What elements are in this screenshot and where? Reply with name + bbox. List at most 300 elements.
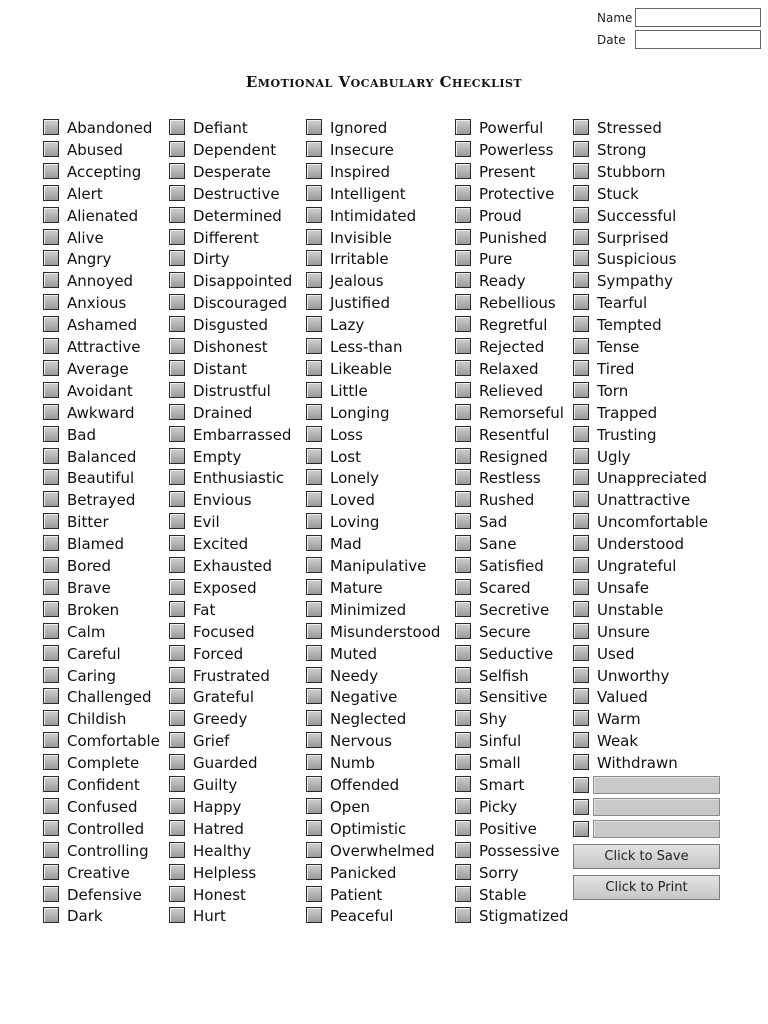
checklist-label: Sad — [479, 513, 508, 532]
checklist-label: Tempted — [597, 316, 662, 335]
checkbox[interactable] — [169, 842, 185, 858]
checkbox[interactable] — [455, 338, 471, 354]
checklist-label: Lost — [330, 447, 361, 466]
checkbox[interactable] — [169, 754, 185, 770]
checkbox[interactable] — [573, 207, 589, 223]
checklist-label: Evil — [193, 513, 220, 532]
checklist-label: Rejected — [479, 338, 545, 356]
checklist-label: Restless — [479, 469, 541, 488]
checkbox[interactable] — [306, 185, 322, 201]
checkbox[interactable] — [43, 119, 59, 135]
checklist-label: Peaceful — [330, 907, 394, 926]
checkbox[interactable] — [43, 732, 59, 748]
checkbox[interactable] — [306, 907, 322, 923]
checklist-label: Selfish — [479, 666, 529, 685]
checklist-label: Powerful — [479, 119, 544, 137]
checklist-label: Misunderstood — [330, 622, 441, 641]
checklist-label: Beautiful — [67, 469, 135, 488]
checkbox[interactable] — [455, 185, 471, 201]
checkbox[interactable] — [573, 513, 589, 529]
checklist-label: Brave — [67, 578, 111, 597]
checklist-label: Resigned — [479, 447, 548, 466]
checklist-label: Trapped — [597, 403, 658, 422]
checkbox[interactable] — [43, 360, 59, 376]
checklist-label: Childish — [67, 710, 127, 729]
checkbox[interactable] — [169, 382, 185, 398]
checkbox[interactable] — [306, 798, 322, 814]
checkbox[interactable] — [455, 820, 471, 836]
checkbox[interactable] — [169, 623, 185, 639]
checkbox[interactable] — [169, 491, 185, 507]
checkbox[interactable] — [455, 382, 471, 398]
checklist-label: Dark — [67, 907, 103, 926]
checkbox[interactable] — [455, 579, 471, 595]
checkbox[interactable] — [573, 360, 589, 376]
checklist-label: Avoidant — [67, 381, 133, 400]
checklist-label: Scared — [479, 578, 531, 597]
checkbox[interactable] — [573, 688, 589, 704]
checkbox[interactable] — [43, 907, 59, 923]
checkbox[interactable] — [43, 426, 59, 442]
checkbox[interactable] — [169, 864, 185, 880]
checklist-label: Justified — [330, 294, 390, 313]
checklist-label: Needy — [330, 666, 379, 685]
checklist-label: Irritable — [330, 250, 389, 269]
checkbox[interactable] — [169, 886, 185, 902]
checklist-label: Blamed — [67, 535, 125, 554]
checkbox[interactable] — [455, 272, 471, 288]
checkbox[interactable] — [169, 229, 185, 245]
checkbox[interactable] — [455, 688, 471, 704]
checkbox[interactable] — [455, 163, 471, 179]
checkbox[interactable] — [169, 163, 185, 179]
checkbox[interactable] — [169, 404, 185, 420]
checkbox[interactable] — [455, 710, 471, 726]
checklist-label: Optimistic — [330, 819, 407, 838]
checkbox[interactable] — [455, 535, 471, 551]
checkbox[interactable] — [306, 645, 322, 661]
print-button[interactable]: Click to Print — [573, 875, 720, 900]
checklist-label: Ready — [479, 272, 526, 291]
checklist-label: Excited — [193, 535, 249, 554]
checklist-label: Alienated — [67, 206, 139, 225]
checkbox[interactable] — [573, 382, 589, 398]
checkbox[interactable] — [43, 491, 59, 507]
checkbox[interactable] — [306, 886, 322, 902]
checkbox[interactable] — [573, 799, 589, 815]
checkbox[interactable] — [306, 513, 322, 529]
checkbox[interactable] — [43, 382, 59, 398]
checkbox[interactable] — [573, 469, 589, 485]
checklist-label: Disgusted — [193, 316, 269, 335]
checkbox[interactable] — [573, 250, 589, 266]
checkbox[interactable] — [43, 798, 59, 814]
checklist-label: Sane — [479, 535, 517, 554]
checkbox[interactable] — [455, 229, 471, 245]
checkbox[interactable] — [306, 842, 322, 858]
checklist-label: Challenged — [67, 688, 152, 707]
checklist-label: Focused — [193, 622, 255, 641]
checkbox[interactable] — [43, 820, 59, 836]
checkbox[interactable] — [455, 601, 471, 617]
checkbox[interactable] — [306, 316, 322, 332]
checkbox[interactable] — [455, 404, 471, 420]
checklist-label: Average — [67, 359, 129, 378]
checklist-label: Different — [193, 228, 259, 247]
checkbox[interactable] — [169, 513, 185, 529]
custom-emotion-field[interactable] — [593, 820, 720, 838]
checkbox[interactable] — [43, 645, 59, 661]
checkbox[interactable] — [169, 579, 185, 595]
save-button[interactable]: Click to Save — [573, 844, 720, 869]
checklist-label: Balanced — [67, 447, 137, 466]
checkbox[interactable] — [573, 404, 589, 420]
checklist-label: Creative — [67, 863, 130, 882]
page-title: Emotional Vocabulary Checklist — [245, 73, 523, 91]
checkbox[interactable] — [455, 294, 471, 310]
checklist-label: Mature — [330, 578, 383, 597]
checkbox[interactable] — [573, 294, 589, 310]
checkbox[interactable] — [43, 207, 59, 223]
checklist-label: Little — [330, 381, 368, 400]
checkbox[interactable] — [573, 426, 589, 442]
checkbox[interactable] — [306, 820, 322, 836]
checkbox[interactable] — [43, 185, 59, 201]
custom-emotion-field[interactable] — [593, 798, 720, 816]
checklist-label: Hurt — [193, 907, 226, 926]
checkbox[interactable] — [169, 820, 185, 836]
checkbox[interactable] — [169, 294, 185, 310]
checklist-label: Weak — [597, 732, 639, 751]
checkbox[interactable] — [43, 864, 59, 880]
checkbox[interactable] — [306, 163, 322, 179]
checkbox[interactable] — [455, 754, 471, 770]
checklist-label: Successful — [597, 206, 677, 225]
checklist-label: Empty — [193, 447, 242, 466]
checklist-label: Withdrawn — [597, 754, 678, 773]
checklist-label: Rushed — [479, 491, 535, 510]
checkbox[interactable] — [169, 667, 185, 683]
checkbox[interactable] — [43, 667, 59, 683]
checkbox[interactable] — [455, 557, 471, 573]
checklist-label: Ashamed — [67, 316, 138, 335]
checklist-label: Picky — [479, 797, 518, 816]
checklist-label: Loving — [330, 513, 380, 532]
checklist-label: Abused — [67, 140, 123, 159]
checklist-label: Dirty — [193, 250, 230, 269]
checklist-label: Accepting — [67, 162, 142, 181]
checkbox[interactable] — [573, 710, 589, 726]
checkbox[interactable] — [306, 667, 322, 683]
checkbox[interactable] — [455, 491, 471, 507]
checkbox[interactable] — [43, 754, 59, 770]
checkbox[interactable] — [169, 535, 185, 551]
checkbox[interactable] — [573, 667, 589, 683]
checkbox[interactable] — [573, 777, 589, 793]
checklist-label: Ugly — [597, 447, 631, 466]
checkbox[interactable] — [306, 557, 322, 573]
checklist-label: Shy — [479, 710, 507, 729]
checklist-label: Secretive — [479, 600, 550, 619]
checklist-label: Uncomfortable — [597, 513, 709, 532]
checklist-label: Guilty — [193, 776, 238, 794]
checkbox[interactable] — [169, 316, 185, 332]
checkbox[interactable] — [169, 207, 185, 223]
checkbox[interactable] — [43, 535, 59, 551]
checkbox[interactable] — [169, 688, 185, 704]
checklist-label: Happy — [193, 797, 242, 816]
checkbox[interactable] — [169, 732, 185, 748]
checkbox[interactable] — [306, 294, 322, 310]
checkbox[interactable] — [573, 623, 589, 639]
checkbox[interactable] — [306, 141, 322, 157]
checklist-label: Relieved — [479, 381, 544, 400]
checkbox[interactable] — [306, 535, 322, 551]
checkbox[interactable] — [455, 119, 471, 135]
checkbox[interactable] — [573, 579, 589, 595]
checklist-label: Valued — [597, 688, 648, 707]
checkbox[interactable] — [169, 185, 185, 201]
checkbox[interactable] — [455, 907, 471, 923]
name-label: Name — [597, 11, 633, 25]
checklist-label: Overwhelmed — [330, 841, 435, 860]
checkbox[interactable] — [169, 557, 185, 573]
checklist-label: Lazy — [330, 316, 365, 335]
checkbox[interactable] — [455, 250, 471, 266]
checklist-label: Understood — [597, 535, 684, 554]
checklist-label: Loss — [330, 425, 363, 444]
checkbox[interactable] — [306, 754, 322, 770]
checklist-label: Enthusiastic — [193, 469, 285, 488]
checkbox[interactable] — [455, 864, 471, 880]
checkbox[interactable] — [43, 448, 59, 464]
custom-emotion-field[interactable] — [593, 776, 720, 794]
checklist-label: Complete — [67, 754, 140, 773]
checkbox[interactable] — [573, 601, 589, 617]
checkbox[interactable] — [306, 250, 322, 266]
checkbox[interactable] — [306, 491, 322, 507]
checkbox[interactable] — [43, 842, 59, 858]
checkbox[interactable] — [306, 448, 322, 464]
checkbox[interactable] — [573, 557, 589, 573]
checkbox[interactable] — [169, 426, 185, 442]
checkbox[interactable] — [43, 710, 59, 726]
checklist-label: Angry — [67, 250, 112, 269]
checkbox[interactable] — [573, 119, 589, 135]
checkbox[interactable] — [43, 886, 59, 902]
checkbox[interactable] — [455, 141, 471, 157]
checkbox[interactable] — [169, 250, 185, 266]
checkbox[interactable] — [306, 119, 322, 135]
checkbox[interactable] — [455, 645, 471, 661]
checklist-label: Sorry — [479, 863, 519, 882]
checkbox[interactable] — [573, 645, 589, 661]
checklist-label: Stuck — [597, 184, 639, 203]
checkbox[interactable] — [306, 207, 322, 223]
checkbox[interactable] — [43, 294, 59, 310]
checkbox[interactable] — [169, 141, 185, 157]
checkbox[interactable] — [306, 864, 322, 880]
checklist-label: Panicked — [330, 863, 397, 882]
checkbox[interactable] — [306, 732, 322, 748]
checkbox[interactable] — [573, 821, 589, 837]
checklist-label: Annoyed — [67, 272, 134, 291]
checkbox[interactable] — [43, 776, 59, 792]
checklist-label: Distrustful — [193, 381, 271, 400]
checkbox[interactable] — [573, 535, 589, 551]
checkbox[interactable] — [43, 513, 59, 529]
checkbox[interactable] — [169, 448, 185, 464]
checkbox[interactable] — [169, 798, 185, 814]
checkbox[interactable] — [169, 272, 185, 288]
checklist-label: Pure — [479, 250, 513, 269]
checklist-label: Guarded — [193, 754, 258, 773]
checkbox[interactable] — [306, 469, 322, 485]
checkbox[interactable] — [43, 557, 59, 573]
checkbox[interactable] — [43, 579, 59, 595]
checkbox[interactable] — [43, 338, 59, 354]
checklist-label: Dishonest — [193, 338, 268, 356]
checklist-label: Defiant — [193, 119, 248, 137]
checkbox[interactable] — [455, 426, 471, 442]
checklist-label: Regretful — [479, 316, 548, 335]
checkbox[interactable] — [306, 776, 322, 792]
checkbox[interactable] — [169, 645, 185, 661]
checklist-label: Controlling — [67, 841, 149, 860]
checkbox[interactable] — [573, 229, 589, 245]
checkbox[interactable] — [306, 404, 322, 420]
checkbox[interactable] — [43, 469, 59, 485]
checkbox[interactable] — [169, 601, 185, 617]
date-label: Date — [597, 33, 626, 47]
checkbox[interactable] — [306, 688, 322, 704]
checklist-label: Bad — [67, 425, 97, 444]
checkbox[interactable] — [455, 776, 471, 792]
checkbox[interactable] — [573, 732, 589, 748]
checkbox[interactable] — [306, 601, 322, 617]
checkbox[interactable] — [455, 360, 471, 376]
checkbox[interactable] — [43, 404, 59, 420]
checklist-label: Possessive — [479, 841, 560, 860]
checkbox[interactable] — [306, 382, 322, 398]
checklist-label: Helpless — [193, 863, 257, 882]
checkbox[interactable] — [306, 579, 322, 595]
checklist-label: Comfortable — [67, 732, 160, 751]
checkbox[interactable] — [455, 623, 471, 639]
checkbox[interactable] — [573, 163, 589, 179]
checklist-label: Satisfied — [479, 557, 544, 575]
checklist-label: Dependent — [193, 140, 277, 159]
checklist-label: Drained — [193, 403, 253, 422]
checklist-label: Remorseful — [479, 403, 564, 422]
checkbox[interactable] — [306, 229, 322, 245]
checkbox[interactable] — [455, 207, 471, 223]
checkbox[interactable] — [306, 623, 322, 639]
checkbox[interactable] — [573, 141, 589, 157]
checklist-label: Stubborn — [597, 162, 666, 181]
checkbox[interactable] — [573, 185, 589, 201]
checkbox[interactable] — [573, 448, 589, 464]
checkbox[interactable] — [43, 688, 59, 704]
checkbox[interactable] — [43, 601, 59, 617]
checkbox[interactable] — [169, 469, 185, 485]
checkbox[interactable] — [306, 710, 322, 726]
checkbox[interactable] — [306, 338, 322, 354]
checkbox[interactable] — [573, 491, 589, 507]
checkbox[interactable] — [573, 338, 589, 354]
checklist-label: Hatred — [193, 819, 244, 838]
checklist-label: Sensitive — [479, 688, 548, 707]
checklist-label: Exhausted — [193, 557, 273, 575]
checklist-label: Intelligent — [330, 184, 406, 203]
checkbox[interactable] — [455, 667, 471, 683]
checkbox[interactable] — [455, 732, 471, 748]
checkbox[interactable] — [306, 272, 322, 288]
checkbox[interactable] — [169, 119, 185, 135]
checkbox[interactable] — [573, 272, 589, 288]
checklist-label: Grief — [193, 732, 230, 751]
checkbox[interactable] — [455, 469, 471, 485]
checklist-label: Awkward — [67, 403, 135, 422]
checkbox[interactable] — [43, 141, 59, 157]
checklist-label: Proud — [479, 206, 522, 225]
checklist-label: Lonely — [330, 469, 380, 488]
checklist-label: Longing — [330, 403, 390, 422]
checkbox[interactable] — [306, 426, 322, 442]
checklist-label: Stressed — [597, 119, 662, 137]
checklist-label: Betrayed — [67, 491, 136, 510]
checkbox[interactable] — [43, 163, 59, 179]
checklist-label: Small — [479, 754, 521, 773]
checklist-label: Used — [597, 644, 635, 663]
checklist-label: Nervous — [330, 732, 392, 751]
checkbox[interactable] — [455, 842, 471, 858]
checklist-label: Loved — [330, 491, 375, 510]
checkbox[interactable] — [43, 250, 59, 266]
checkbox[interactable] — [43, 229, 59, 245]
checklist-label: Suspicious — [597, 250, 677, 269]
checkbox[interactable] — [169, 907, 185, 923]
checkbox[interactable] — [455, 316, 471, 332]
checkbox[interactable] — [455, 513, 471, 529]
checkbox[interactable] — [455, 886, 471, 902]
checkbox[interactable] — [43, 316, 59, 332]
checklist-label: Strong — [597, 140, 647, 159]
checkbox[interactable] — [573, 754, 589, 770]
checkbox[interactable] — [43, 272, 59, 288]
checkbox[interactable] — [455, 798, 471, 814]
checkbox[interactable] — [169, 360, 185, 376]
checklist-label: Calm — [67, 622, 106, 641]
checklist-label: Smart — [479, 776, 525, 794]
checklist-label: Bored — [67, 557, 112, 575]
checkbox[interactable] — [169, 710, 185, 726]
checklist-label: Ignored — [330, 119, 388, 137]
checklist-label: Warm — [597, 710, 641, 729]
checkbox[interactable] — [455, 448, 471, 464]
checklist-label: Stable — [479, 885, 527, 904]
checkbox[interactable] — [306, 360, 322, 376]
checkbox[interactable] — [169, 776, 185, 792]
date-field[interactable] — [635, 30, 761, 49]
checklist-label: Abandoned — [67, 119, 153, 137]
checkbox[interactable] — [573, 316, 589, 332]
checklist-label: Careful — [67, 644, 121, 663]
checkbox[interactable] — [43, 623, 59, 639]
checkbox[interactable] — [169, 338, 185, 354]
name-field[interactable] — [635, 8, 761, 27]
checklist-label: Patient — [330, 885, 383, 904]
